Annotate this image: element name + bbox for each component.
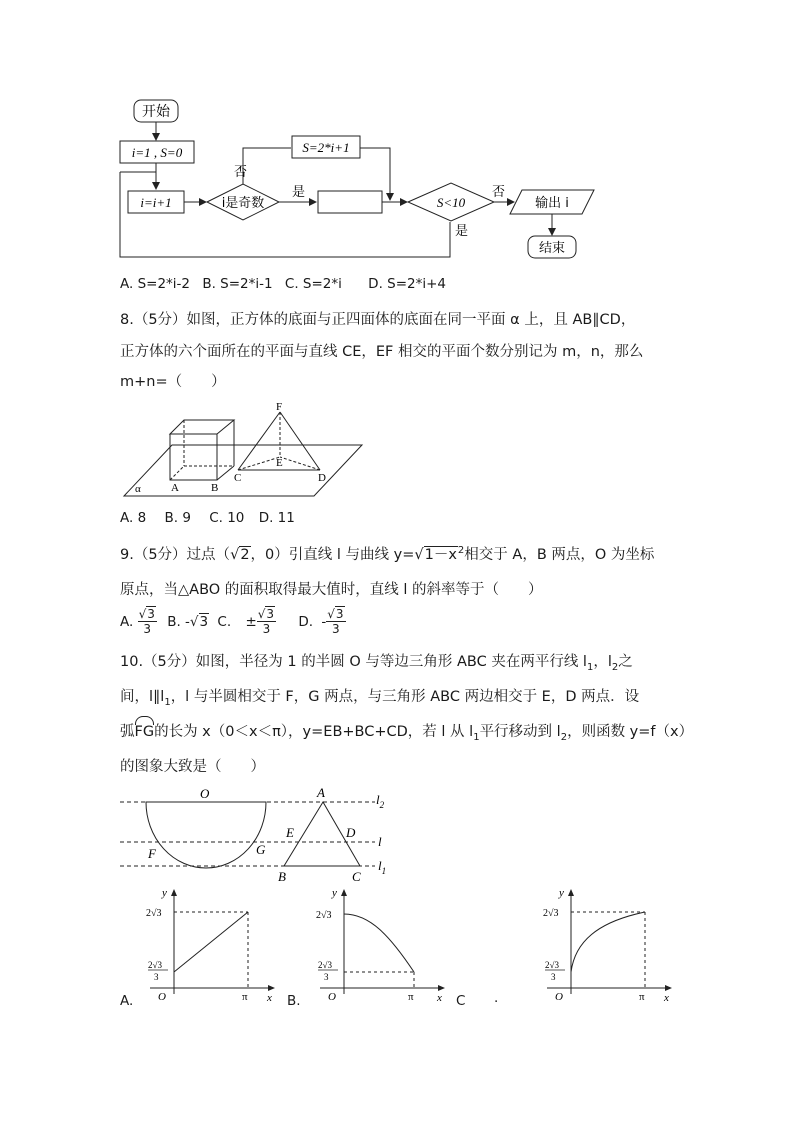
q8-label-f: F [276, 401, 283, 413]
q8-option-b[interactable]: B. 9 [164, 510, 191, 526]
q10-label-f: F [148, 846, 156, 861]
blank-box [318, 191, 382, 213]
svg-text:3: 3 [324, 972, 329, 982]
q7-option-a[interactable]: A. S=2*i-2 [120, 276, 191, 292]
q8-options [120, 510, 295, 526]
q9-line-2: 原点，当△ABO 的面积取得最大值时，直线 l 的斜率等于（ ） [120, 582, 543, 598]
q9-option-a[interactable]: A. $\frac{√3}{3}$ [120, 607, 155, 636]
svg-text:2√3: 2√3 [543, 908, 559, 919]
q10-line-3: 弧 FG的长为 x（0＜x＜π），y=EB+BC+CD，若 l 从 $l_1$平行移动到 $l_2$，则函数 y=f（x） [120, 722, 693, 748]
svg-text:y: y [162, 887, 167, 899]
q10-label-l: l [378, 834, 382, 849]
odd-yes-label: 是 [292, 185, 306, 200]
svg-text:2√3: 2√3 [316, 910, 332, 921]
q10-option-c[interactable]: C [456, 993, 466, 1009]
q9-option-b[interactable]: B. -√3 [167, 613, 209, 630]
q10-line-1: 10.（5分）如图，半径为 1 的半圆 O 与等边三角形 ABC 夹在两平行线 $l_1$，$l_2$之 [120, 654, 633, 673]
svg-text:3: 3 [551, 972, 556, 982]
q8-line-1: 8.（5分）如图，正方体的底面与正四面体的底面在同一平面 α 上，且 AB∥CD， [120, 312, 636, 328]
q8-label-b: B [211, 482, 219, 494]
q10-line-4: 的图象大致是（ ） [120, 759, 265, 775]
svg-text:π: π [408, 991, 414, 1003]
q8-label-c: C [234, 472, 242, 484]
svg-text:x: x [437, 992, 442, 1004]
q8-line-2: 正方体的六个面所在的平面与直线 CE，EF 相交的平面个数分别记为 m，n，那么 [120, 344, 644, 360]
q9-options [120, 607, 346, 636]
svg-text:2√3: 2√3 [318, 960, 332, 970]
odd-label: i是奇数 [221, 196, 265, 211]
svg-text:3: 3 [154, 972, 159, 982]
q10-graph-c [537, 886, 677, 1004]
start-label: 开始 [142, 104, 170, 120]
q10-label-d: D [346, 825, 356, 840]
inc-label: i=i+1 [140, 195, 172, 210]
q8-option-d[interactable]: D. 11 [258, 510, 295, 526]
q8-figure [120, 400, 370, 500]
svg-text:x: x [267, 992, 272, 1004]
s-lt-10-label: S<10 [436, 195, 466, 210]
q7-options [120, 276, 446, 292]
q10-line-2: 间，$l\parallel l_1$，l 与半圆相交于 F，G 两点，与三角形 ABC 两边相交于 E，D 两点．设 [120, 689, 640, 708]
q10-label-b: B [278, 869, 286, 884]
svg-text:π: π [639, 991, 645, 1003]
q10-option-d-dot: . [494, 990, 499, 1006]
q10-label-a: A [317, 785, 325, 800]
svg-text:O: O [328, 991, 336, 1003]
cond2-yes-label: 是 [455, 224, 469, 239]
q9-option-c[interactable]: C. ± $\frac{√3}{3}$ [217, 607, 275, 636]
q7-flowchart [110, 92, 610, 267]
svg-text:x: x [664, 992, 669, 1004]
svg-text:2√3: 2√3 [545, 960, 559, 970]
svg-text:y: y [332, 887, 337, 899]
svg-text:O: O [555, 991, 563, 1003]
q8-option-c[interactable]: C. 10 [209, 510, 245, 526]
svg-text:y: y [559, 887, 564, 899]
output-label: 输出 i [535, 196, 569, 211]
q8-line-3: m+n=（ ） [120, 374, 226, 390]
q7-option-d[interactable]: D. S=2*i+4 [368, 276, 447, 292]
q7-option-b[interactable]: B. S=2*i-1 [202, 276, 273, 292]
svg-text:2√3: 2√3 [148, 960, 162, 970]
init-label: i=1 , S=0 [131, 145, 183, 160]
q10-option-b[interactable]: B. [287, 993, 301, 1009]
q8-label-d: D [318, 472, 326, 484]
q8-label-alpha: α [135, 483, 141, 495]
q7-option-c[interactable]: C. S=2*i [284, 276, 342, 292]
q10-label-e: E [286, 825, 294, 840]
q9-option-d[interactable]: D. - $\frac{√3}{3}$ [298, 607, 344, 636]
q10-label-l1: $l_1$ [378, 858, 387, 876]
svg-text:2√3: 2√3 [146, 908, 162, 919]
s-box-label: S=2*i+1 [302, 140, 350, 155]
q8-label-a: A [171, 482, 179, 494]
svg-text:π: π [242, 991, 248, 1003]
q9-line-1: 9.（5分）过点（√2，0）引直线 l 与曲线 $y=√1-x^2$相交于 A，B 两点，O 为坐标 [120, 545, 655, 563]
svg-text:O: O [158, 991, 166, 1003]
q10-label-g: G [256, 842, 266, 857]
q8-option-a[interactable]: A. 8 [120, 510, 147, 526]
q10-figure [120, 784, 400, 884]
odd-no-label: 否 [234, 165, 248, 180]
q8-label-e: E [276, 457, 283, 469]
q10-graph-a [140, 886, 280, 1004]
q10-label-o: O [200, 786, 210, 801]
cond2-no-label: 否 [492, 185, 506, 200]
q10-label-l2: $l_2$ [376, 792, 385, 810]
q10-label-c: C [352, 869, 361, 884]
q10-graph-b [310, 886, 450, 1004]
q10-option-a[interactable]: A. [120, 993, 134, 1009]
end-label: 结束 [538, 241, 566, 256]
